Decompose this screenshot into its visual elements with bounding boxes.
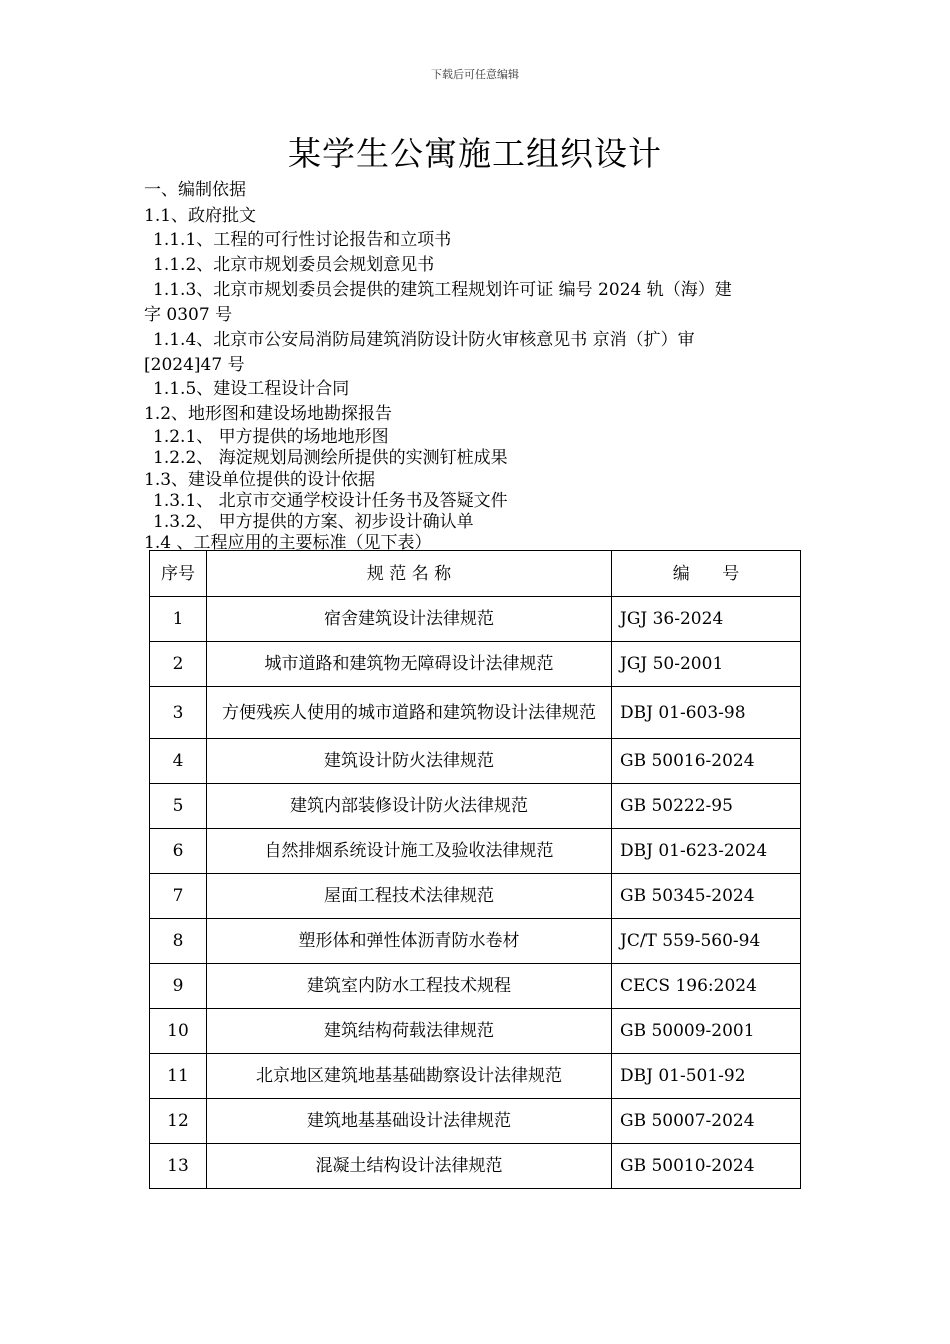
row-name: 自然排烟系统设计施工及验收法律规范 <box>207 829 612 874</box>
outline-line: 1.2.2、 海淀规划局测绘所提供的实测钉桩成果 <box>153 448 508 468</box>
outline-line: 字 0307 号 <box>144 305 233 325</box>
outline-line: 1.1.1、工程的可行性讨论报告和立项书 <box>153 230 452 250</box>
table-row <box>150 739 801 784</box>
document-title: 某学生公寓施工组织设计 <box>288 134 662 173</box>
row-name: 建筑设计防火法律规范 <box>207 739 612 784</box>
row-name: 建筑室内防水工程技术规程 <box>207 964 612 1009</box>
row-code: JC/T 559-560-94 <box>612 919 801 964</box>
row-code: GB 50007-2024 <box>612 1099 801 1144</box>
table-row <box>150 1099 801 1144</box>
row-name: 建筑结构荷载法律规范 <box>207 1009 612 1054</box>
standards-table <box>149 550 801 1189</box>
outline-line: 1.4 、工程应用的主要标准（见下表） <box>144 533 432 553</box>
header-no: 序号 <box>150 551 207 597</box>
row-code: GB 50345-2024 <box>612 874 801 919</box>
row-name: 方便残疾人使用的城市道路和建筑物设计法律规范 <box>207 687 612 739</box>
row-no: 1 <box>150 597 207 642</box>
row-code: GB 50009-2001 <box>612 1009 801 1054</box>
row-code: CECS 196:2024 <box>612 964 801 1009</box>
row-no: 13 <box>150 1144 207 1189</box>
row-no: 6 <box>150 829 207 874</box>
table-row <box>150 1054 801 1099</box>
row-name: 建筑地基基础设计法律规范 <box>207 1099 612 1144</box>
row-name: 混凝土结构设计法律规范 <box>207 1144 612 1189</box>
table-row <box>150 874 801 919</box>
outline-line: [2024]47 号 <box>144 355 245 375</box>
outline-line: 1.2.1、 甲方提供的场地地形图 <box>153 427 389 447</box>
table-row <box>150 687 801 739</box>
header-name: 规 范 名 称 <box>207 551 612 597</box>
row-no: 11 <box>150 1054 207 1099</box>
header-code: 编 号 <box>612 551 801 597</box>
row-code: GB 50222-95 <box>612 784 801 829</box>
row-no: 4 <box>150 739 207 784</box>
row-no: 8 <box>150 919 207 964</box>
outline-line: 1.1.2、北京市规划委员会规划意见书 <box>153 255 435 275</box>
outline-line: 1.1.4、北京市公安局消防局建筑消防设计防火审核意见书 京消（扩）审 <box>153 330 695 350</box>
row-code: JGJ 36-2024 <box>612 597 801 642</box>
row-code: DBJ 01-623-2024 <box>612 829 801 874</box>
outline-line: 1.1.3、北京市规划委员会提供的建筑工程规划许可证 编号 2024 轨（海）建 <box>153 280 732 300</box>
table-row <box>150 642 801 687</box>
row-no: 7 <box>150 874 207 919</box>
table-row <box>150 964 801 1009</box>
outline-line: 1.2、地形图和建设场地勘探报告 <box>144 404 393 424</box>
row-no: 3 <box>150 687 207 739</box>
row-no: 12 <box>150 1099 207 1144</box>
row-code: GB 50010-2024 <box>612 1144 801 1189</box>
row-name: 塑形体和弹性体沥青防水卷材 <box>207 919 612 964</box>
row-code: DBJ 01-501-92 <box>612 1054 801 1099</box>
outline-line: 1.3.1、 北京市交通学校设计任务书及答疑文件 <box>153 491 508 511</box>
row-no: 10 <box>150 1009 207 1054</box>
row-name: 建筑内部装修设计防火法律规范 <box>207 784 612 829</box>
row-code: DBJ 01-603-98 <box>612 687 801 739</box>
row-no: 9 <box>150 964 207 1009</box>
row-name: 屋面工程技术法律规范 <box>207 874 612 919</box>
row-name: 宿舍建筑设计法律规范 <box>207 597 612 642</box>
outline-line: 1.1、政府批文 <box>144 206 257 226</box>
row-no: 5 <box>150 784 207 829</box>
page-header-note: 下载后可任意编辑 <box>431 68 519 81</box>
row-name: 城市道路和建筑物无障碍设计法律规范 <box>207 642 612 687</box>
outline-line: 一、编制依据 <box>144 180 246 200</box>
table-row <box>150 784 801 829</box>
table-row <box>150 829 801 874</box>
row-code: GB 50016-2024 <box>612 739 801 784</box>
outline-line: 1.1.5、建设工程设计合同 <box>153 379 350 399</box>
row-name: 北京地区建筑地基基础勘察设计法律规范 <box>207 1054 612 1099</box>
row-no: 2 <box>150 642 207 687</box>
table-row <box>150 919 801 964</box>
outline-line: 1.3.2、 甲方提供的方案、初步设计确认单 <box>153 512 474 532</box>
table-row <box>150 597 801 642</box>
row-code: JGJ 50-2001 <box>612 642 801 687</box>
table-row <box>150 1009 801 1054</box>
outline-line: 1.3、建设单位提供的设计依据 <box>144 470 376 490</box>
table-row <box>150 1144 801 1189</box>
table-header-row <box>150 551 801 597</box>
